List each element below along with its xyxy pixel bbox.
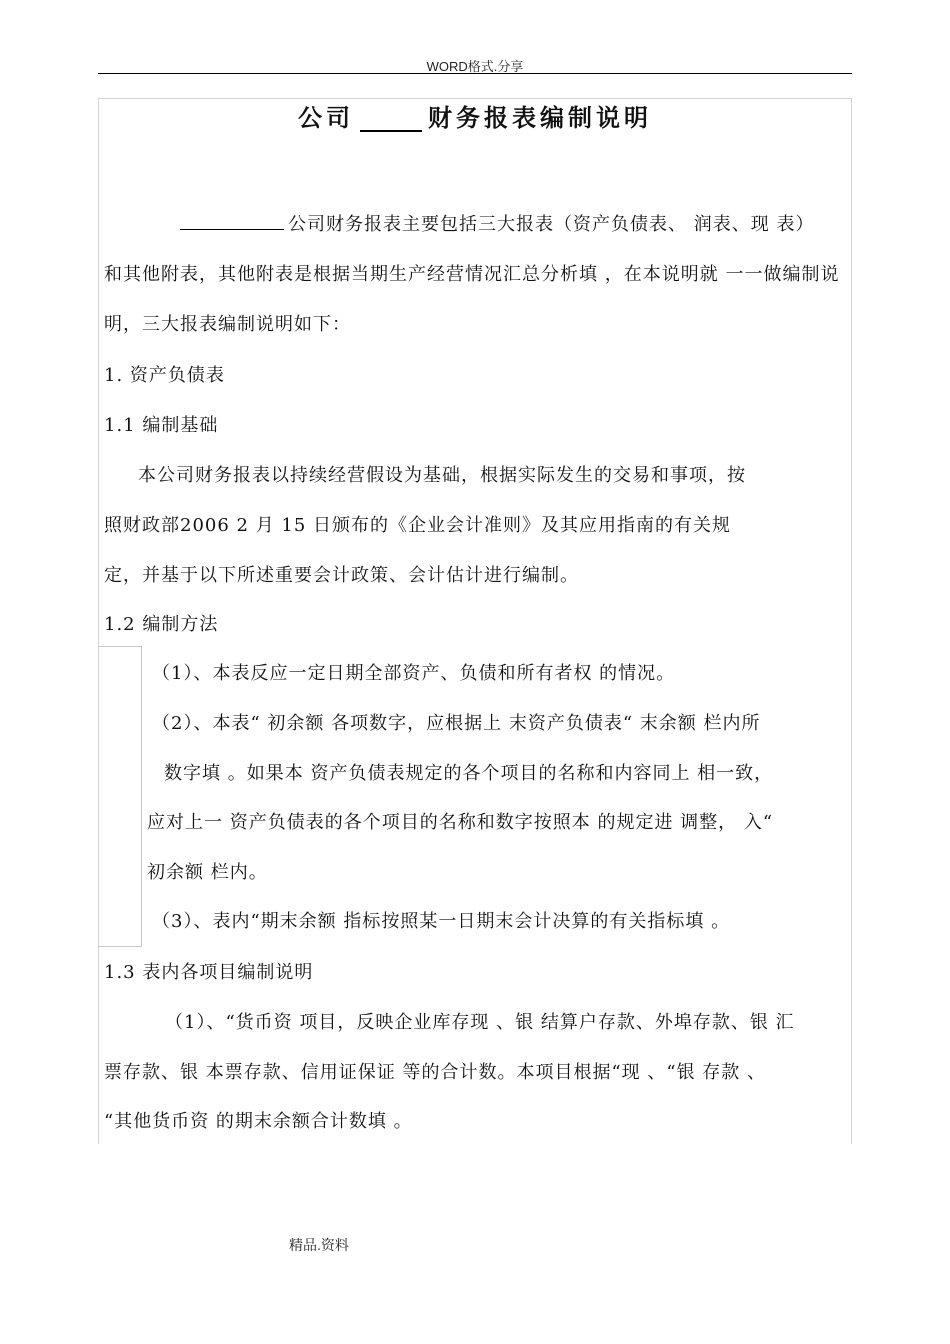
method-box-top xyxy=(98,646,142,647)
basis-line-3: 定，并基于以下所述重要会计政策、会计估计进行编制。 xyxy=(104,565,579,586)
method-box-bottom xyxy=(98,946,142,947)
section-1-3-heading: 1.3 表内各项目编制说明 xyxy=(104,962,314,983)
basis-line-2: 照财政部2006 2 月 15 日颁布的《企业会计准则》及其应用指南的有关规 xyxy=(104,515,732,536)
intro-line-2: 和其他附表，其他附表是根据当期生产经营情况汇总分析填 ，在本说明就 一一做编制说 xyxy=(104,264,840,285)
intro-line-1 xyxy=(180,210,814,236)
item-cash-line-2: 票存款、银 本票存款、信用证保证 等的合计数。本项目根据“现 、“银 存款 、 xyxy=(104,1062,767,1083)
title-prefix: 公司 xyxy=(298,103,354,132)
method-item-2-line-3: 应对上一 资产负债表的各个项目的名称和数字按照本 的规定进 调整， 入“ xyxy=(147,812,774,833)
company-blank xyxy=(180,215,284,230)
document-title xyxy=(0,98,950,133)
title-suffix: 财务报表编制说明 xyxy=(428,103,652,132)
title-blank xyxy=(360,114,422,132)
section-1-1-heading: 1.1 编制基础 xyxy=(104,415,219,436)
method-item-2-line-1: （2）、本表“ 初余额 各项数字，应根据上 末资产负债表“ 末余额 栏内所 xyxy=(152,713,761,734)
section-1-heading: 1. 资产负债表 xyxy=(104,365,225,386)
page-header: WORD格式.分享 xyxy=(426,59,524,74)
section-1-2-heading: 1.2 编制方法 xyxy=(104,614,219,635)
intro-text-1: 公司财务报表主要包括三大报表（资产负债表、 润表、现 表） xyxy=(288,214,815,235)
item-cash-line-3: “其他货币资 的期末余额合计数填 。 xyxy=(104,1111,413,1132)
frame-left xyxy=(98,98,99,1144)
item-cash-line-1: （1）、“货币资 项目，反映企业库存现 、银 结算户存款、外埠存款、银 汇 xyxy=(165,1012,795,1033)
frame-right xyxy=(851,98,852,1144)
method-item-3: （3）、表内“期末余额 指标按照某一日期末会计决算的有关指标填 。 xyxy=(152,911,731,932)
header-rule xyxy=(98,73,852,74)
method-item-2-line-4: 初余额 栏内。 xyxy=(147,862,268,883)
intro-line-3: 明，三大报表编制说明如下： xyxy=(104,314,351,335)
method-item-2-line-2: 数字填 。如果本 资产负债表规定的各个项目的名称和内容同上 相一致， xyxy=(164,763,774,784)
method-box-left xyxy=(141,646,142,946)
basis-line-1: 本公司财务报表以持续经营假设为基础，根据实际发生的交易和事项，按 xyxy=(138,465,746,486)
page-footer: 精品.资料 xyxy=(289,1237,349,1253)
method-item-1: （1）、本表反应一定日期全部资产、负债和所有者权 的情况。 xyxy=(152,663,676,684)
